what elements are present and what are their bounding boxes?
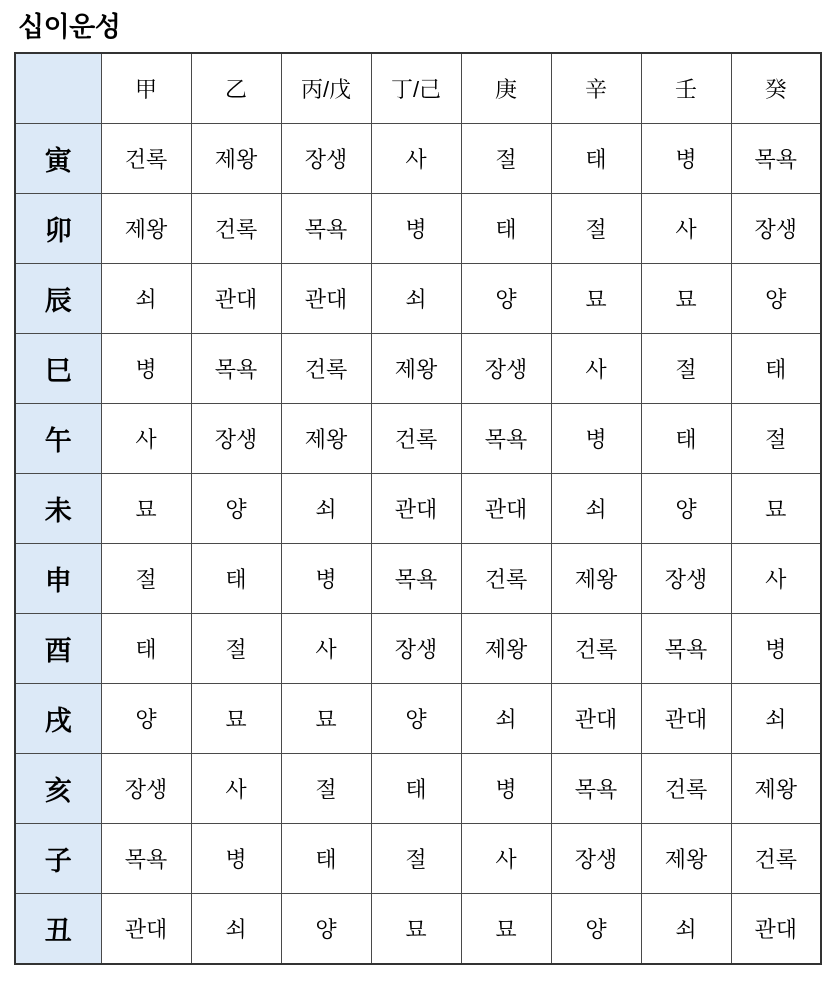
table-cell: 관대 xyxy=(641,684,731,754)
row-header-11: 子 xyxy=(15,824,101,894)
column-header-3: 丙/戊 xyxy=(281,53,371,124)
row-header-7: 申 xyxy=(15,544,101,614)
table-cell: 사 xyxy=(371,124,461,194)
table-cell: 병 xyxy=(461,754,551,824)
table-cell: 장생 xyxy=(101,754,191,824)
table-cell: 사 xyxy=(641,194,731,264)
row-header-2: 卯 xyxy=(15,194,101,264)
table-cell: 절 xyxy=(281,754,371,824)
table-cell: 묘 xyxy=(281,684,371,754)
table-cell: 사 xyxy=(731,544,821,614)
table-cell: 사 xyxy=(191,754,281,824)
table-cell: 양 xyxy=(371,684,461,754)
table-cell: 묘 xyxy=(731,474,821,544)
table-cell: 태 xyxy=(461,194,551,264)
column-header-5: 庚 xyxy=(461,53,551,124)
table-cell: 관대 xyxy=(191,264,281,334)
table-row xyxy=(15,474,821,544)
table-cell: 절 xyxy=(461,124,551,194)
table-cell: 묘 xyxy=(191,684,281,754)
table-cell: 태 xyxy=(551,124,641,194)
table-cell: 건록 xyxy=(101,124,191,194)
table-cell: 묘 xyxy=(641,264,731,334)
table-cell: 목욕 xyxy=(731,124,821,194)
table-cell: 묘 xyxy=(461,894,551,965)
table-row xyxy=(15,334,821,404)
table-cell: 관대 xyxy=(101,894,191,965)
table-cell: 절 xyxy=(191,614,281,684)
table-body xyxy=(15,124,821,965)
table-cell: 제왕 xyxy=(731,754,821,824)
table-cell: 제왕 xyxy=(461,614,551,684)
table-cell: 건록 xyxy=(641,754,731,824)
table-cell: 목욕 xyxy=(191,334,281,404)
table-cell: 관대 xyxy=(461,474,551,544)
table-cell: 건록 xyxy=(371,404,461,474)
table-cell: 쇠 xyxy=(281,474,371,544)
table-head xyxy=(15,53,821,124)
table-cell: 제왕 xyxy=(371,334,461,404)
table-cell: 태 xyxy=(101,614,191,684)
table-cell: 목욕 xyxy=(371,544,461,614)
column-header-6: 辛 xyxy=(551,53,641,124)
table-cell: 양 xyxy=(281,894,371,965)
table-cell: 관대 xyxy=(371,474,461,544)
table-cell: 절 xyxy=(731,404,821,474)
row-header-6: 未 xyxy=(15,474,101,544)
table-cell: 장생 xyxy=(281,124,371,194)
row-header-3: 辰 xyxy=(15,264,101,334)
table-cell: 제왕 xyxy=(101,194,191,264)
table-cell: 제왕 xyxy=(281,404,371,474)
table-cell: 목욕 xyxy=(281,194,371,264)
row-header-10: 亥 xyxy=(15,754,101,824)
table-cell: 사 xyxy=(281,614,371,684)
row-header-12: 丑 xyxy=(15,894,101,965)
table-cell: 절 xyxy=(641,334,731,404)
table-cell: 목욕 xyxy=(551,754,641,824)
table-row xyxy=(15,684,821,754)
row-header-8: 酉 xyxy=(15,614,101,684)
table-cell: 양 xyxy=(641,474,731,544)
table-cell: 건록 xyxy=(551,614,641,684)
table-row xyxy=(15,544,821,614)
table-cell: 쇠 xyxy=(551,474,641,544)
table-header-row xyxy=(15,53,821,124)
table-corner-cell xyxy=(15,53,101,124)
table-cell: 사 xyxy=(551,334,641,404)
column-header-1: 甲 xyxy=(101,53,191,124)
table-cell: 묘 xyxy=(551,264,641,334)
table-cell: 쇠 xyxy=(641,894,731,965)
row-header-1: 寅 xyxy=(15,124,101,194)
table-cell: 양 xyxy=(101,684,191,754)
table-cell: 장생 xyxy=(551,824,641,894)
table-cell: 장생 xyxy=(191,404,281,474)
table-cell: 관대 xyxy=(281,264,371,334)
column-header-4: 丁/己 xyxy=(371,53,461,124)
table-cell: 목욕 xyxy=(641,614,731,684)
table-cell: 쇠 xyxy=(731,684,821,754)
table-cell: 사 xyxy=(461,824,551,894)
table-cell: 관대 xyxy=(551,684,641,754)
table-cell: 장생 xyxy=(641,544,731,614)
row-header-4: 巳 xyxy=(15,334,101,404)
table-row xyxy=(15,824,821,894)
table-cell: 쇠 xyxy=(101,264,191,334)
table-cell: 병 xyxy=(641,124,731,194)
twelve-stage-table xyxy=(14,52,822,965)
table-cell: 양 xyxy=(731,264,821,334)
table-row xyxy=(15,614,821,684)
table-cell: 묘 xyxy=(101,474,191,544)
row-header-9: 戌 xyxy=(15,684,101,754)
table-cell: 장생 xyxy=(461,334,551,404)
table-cell: 양 xyxy=(461,264,551,334)
table-cell: 건록 xyxy=(281,334,371,404)
table-cell: 쇠 xyxy=(191,894,281,965)
table-row xyxy=(15,264,821,334)
table-cell: 절 xyxy=(371,824,461,894)
table-cell: 병 xyxy=(101,334,191,404)
table-cell: 절 xyxy=(101,544,191,614)
column-header-7: 壬 xyxy=(641,53,731,124)
table-cell: 태 xyxy=(371,754,461,824)
table-cell: 목욕 xyxy=(101,824,191,894)
table-cell: 제왕 xyxy=(641,824,731,894)
table-cell: 목욕 xyxy=(461,404,551,474)
column-header-8: 癸 xyxy=(731,53,821,124)
table-cell: 제왕 xyxy=(551,544,641,614)
table-row xyxy=(15,124,821,194)
table-cell: 병 xyxy=(551,404,641,474)
table-cell: 양 xyxy=(551,894,641,965)
table-cell: 건록 xyxy=(191,194,281,264)
table-cell: 건록 xyxy=(461,544,551,614)
table-cell: 사 xyxy=(101,404,191,474)
table-row xyxy=(15,194,821,264)
table-cell: 양 xyxy=(191,474,281,544)
table-cell: 장생 xyxy=(731,194,821,264)
table-row xyxy=(15,404,821,474)
table-cell: 절 xyxy=(551,194,641,264)
table-cell: 건록 xyxy=(731,824,821,894)
table-cell: 병 xyxy=(371,194,461,264)
table-cell: 태 xyxy=(731,334,821,404)
table-cell: 병 xyxy=(731,614,821,684)
table-row xyxy=(15,894,821,965)
table-cell: 제왕 xyxy=(191,124,281,194)
table-cell: 장생 xyxy=(371,614,461,684)
row-header-5: 午 xyxy=(15,404,101,474)
table-cell: 병 xyxy=(281,544,371,614)
table-cell: 쇠 xyxy=(461,684,551,754)
table-cell: 묘 xyxy=(371,894,461,965)
table-cell: 태 xyxy=(641,404,731,474)
column-header-2: 乙 xyxy=(191,53,281,124)
table-cell: 태 xyxy=(191,544,281,614)
table-cell: 쇠 xyxy=(371,264,461,334)
table-row xyxy=(15,754,821,824)
table-cell: 태 xyxy=(281,824,371,894)
page-title: 십이운성 xyxy=(18,12,121,42)
table-cell: 병 xyxy=(191,824,281,894)
table-cell: 관대 xyxy=(731,894,821,965)
